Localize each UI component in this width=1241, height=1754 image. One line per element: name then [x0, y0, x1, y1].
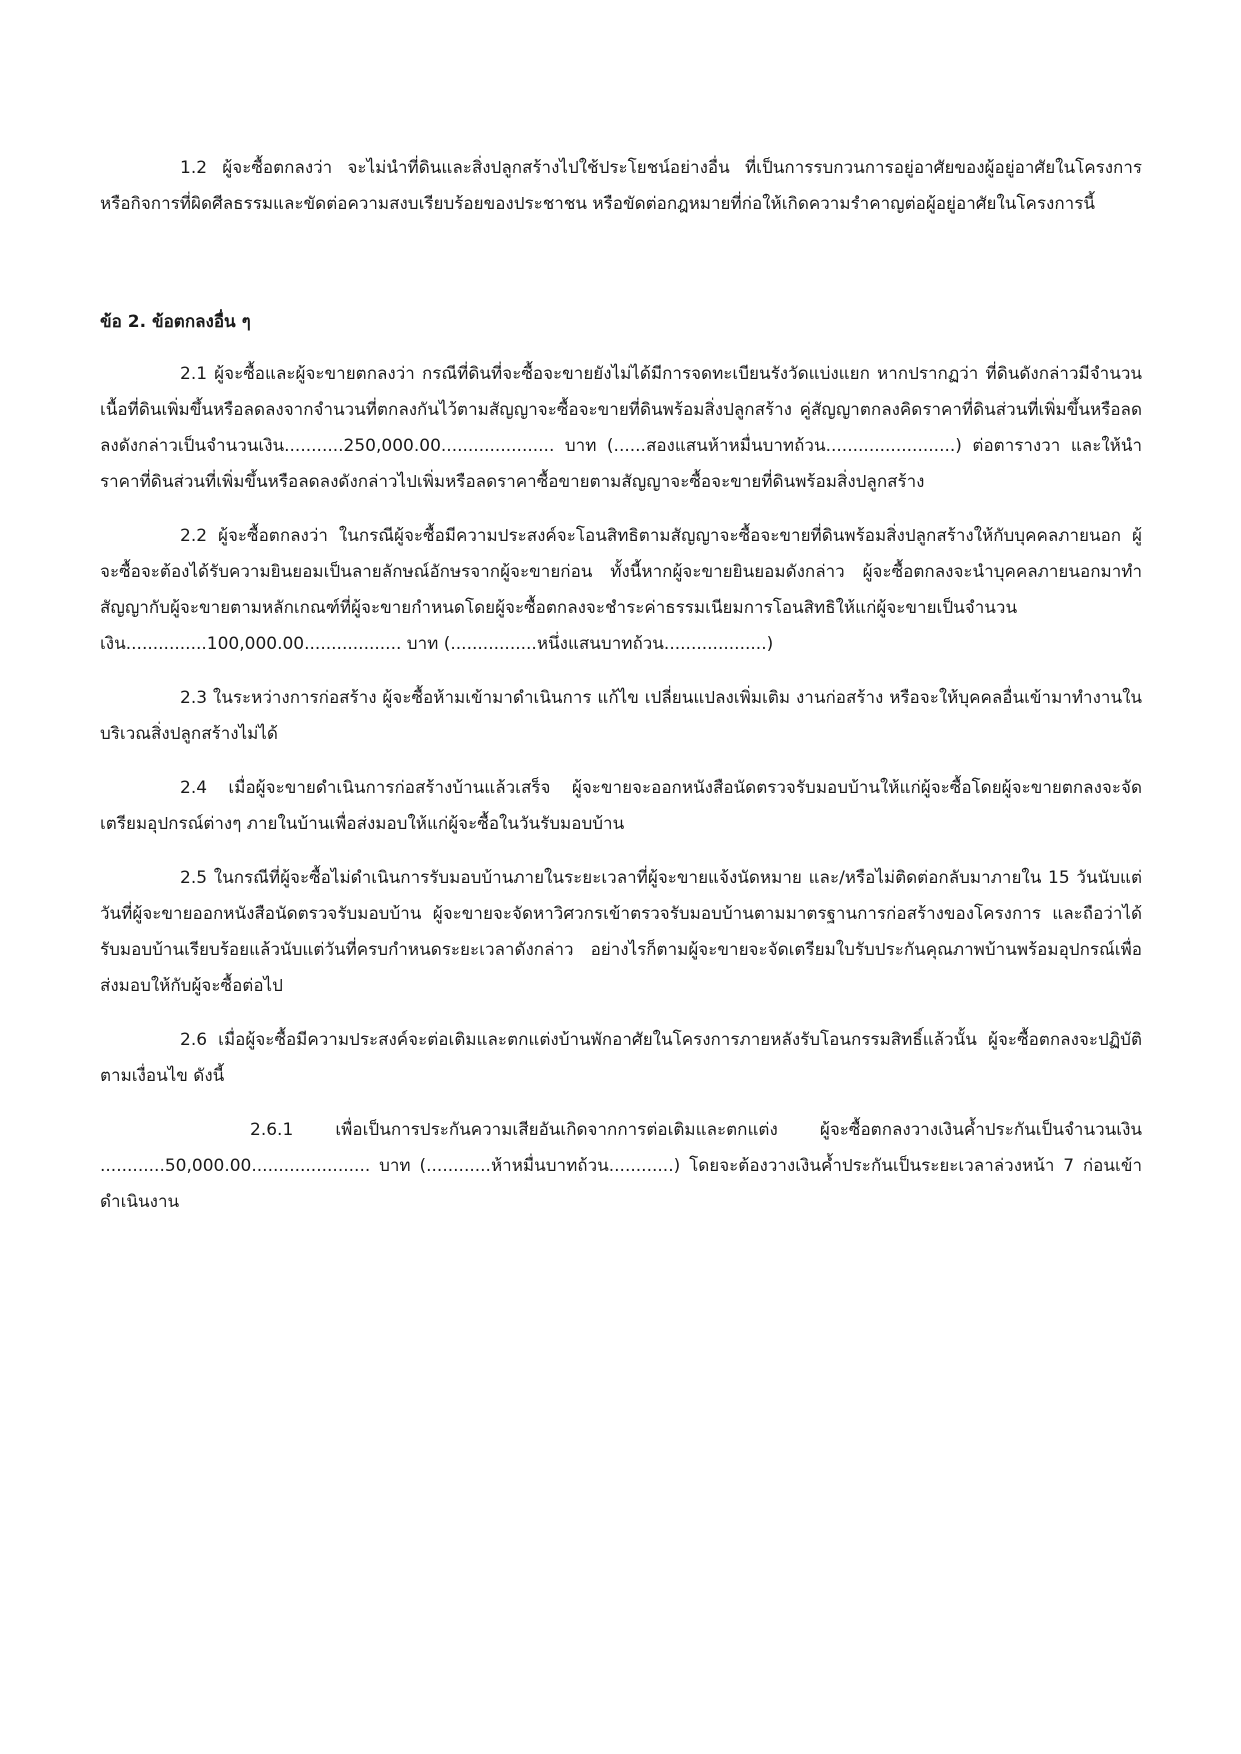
clause-2-6-1: 2.6.1 เพื่อเป็นการประกันความเสียอันเกิดจากการต่อเติมและตกแต่ง ผู้จะซื้อตกลงวางเงินค้ำประกันเป็นจำนวนเงิน ............50,000.00...................... บาท (............ห้าหมื่นบาทถ้วน............) โดยจะต้องวางเงินค้ำประกันเป็นระยะเวลาล่วงหน้า 7 ก่อนเข้าดำเนินงาน [100, 1120, 1142, 1212]
clause-2-6: 2.6 เมื่อผู้จะซื้อมีความประสงค์จะต่อเติมและตกแต่งบ้านพักอาศัยในโครงการภายหลังรับโอนกรรมสิทธิ์แล้วนั้น ผู้จะซื้อตกลงจะปฏิบัติตามเงื่อนไข ดังนี้ [100, 1030, 1142, 1086]
document-page [100, 150, 1142, 1220]
clause-1-2: 1.2 ผู้จะซื้อตกลงว่า จะไม่นำที่ดินและสิ่งปลูกสร้างไปใช้ประโยชน์อย่างอื่น ที่เป็นการรบกวนการอยู่อาศัยของผู้อยู่อาศัยในโครงการ หรือกิจการที่ผิดศีลธรรมและขัดต่อความสงบเรียบร้อยของประชาชน หรือขัดต่อกฎหมายที่ก่อให้เกิดความรำคาญต่อผู้อยู่อาศัยในโครงการนี้ [100, 158, 1142, 214]
clause-2-2: 2.2 ผู้จะซื้อตกลงว่า ในกรณีผู้จะซื้อมีความประสงค์จะโอนสิทธิตามสัญญาจะซื้อจะขายที่ดินพร้อมสิ่งปลูกสร้างให้กับบุคคลภายนอก ผู้จะซื้อจะต้องได้รับความยินยอมเป็นลายลักษณ์อักษรจากผู้จะขายก่อน ทั้งนี้หากผู้จะขายยินยอมดังกล่าว ผู้จะซื้อตกลงจะนำบุคคลภายนอกมาทำสัญญากับผู้จะขายตามหลักเกณฑ์ที่ผู้จะขายกำหนดโดยผู้จะซื้อตกลงจะชำระค่าธรรมเนียมการโอนสิทธิให้แก่ผู้จะขายเป็นจำนวนเงิน...............100,000.00.................. บาท (................หนึ่งแสนบาทถ้วน...................) [100, 526, 1142, 654]
section-2-heading: ข้อ 2. ข้อตกลงอื่น ๆ [100, 312, 251, 332]
clause-2-1: 2.1 ผู้จะซื้อและผู้จะขายตกลงว่า กรณีที่ดินที่จะซื้อจะขายยังไม่ได้มีการจดทะเบียนรังวัดแบ่งแยก หากปรากฏว่า ที่ดินดังกล่าวมีจำนวนเนื้อที่ดินเพิ่มขึ้นหรือลดลงจากจำนวนที่ตกลงกันไว้ตามสัญญาจะซื้อจะขายที่ดินพร้อมสิ่งปลูกสร้าง คู่สัญญาตกลงคิดราคาที่ดินส่วนที่เพิ่มขึ้นหรือลดลงดังกล่าวเป็นจำนวนเงิน...........250,000.00..................... บาท (......สองแสนห้าหมื่นบาทถ้วน........................) ต่อตารางวา และให้นำราคาที่ดินส่วนที่เพิ่มขึ้นหรือลดลงดังกล่าวไปเพิ่มหรือลดราคาซื้อขายตามสัญญาจะซื้อจะขายที่ดินพร้อมสิ่งปลูกสร้าง [100, 364, 1142, 492]
clause-2-5: 2.5 ในกรณีที่ผู้จะซื้อไม่ดำเนินการรับมอบบ้านภายในระยะเวลาที่ผู้จะขายแจ้งนัดหมาย และ/หรือไม่ติดต่อกลับมาภายใน 15 วันนับแต่วันที่ผู้จะขายออกหนังสือนัดตรวจรับมอบบ้าน ผู้จะขายจะจัดหาวิศวกรเข้าตรวจรับมอบบ้านตามมาตรฐานการก่อสร้างของโครงการ และถือว่าได้รับมอบบ้านเรียบร้อยแล้วนับแต่วันที่ครบกำหนดระยะเวลาดังกล่าว อย่างไรก็ตามผู้จะขายจะจัดเตรียมใบรับประกันคุณภาพบ้านพร้อมอุปกรณ์เพื่อส่งมอบให้กับผู้จะซื้อต่อไป [100, 868, 1142, 996]
clause-2-4: 2.4 เมื่อผู้จะขายดำเนินการก่อสร้างบ้านแล้วเสร็จ ผู้จะขายจะออกหนังสือนัดตรวจรับมอบบ้านให้แก่ผู้จะซื้อโดยผู้จะขายตกลงจะจัดเตรียมอุปกรณ์ต่างๆ ภายในบ้านเพื่อส่งมอบให้แก่ผู้จะซื้อในวันรับมอบบ้าน [100, 778, 1142, 834]
clause-2-3: 2.3 ในระหว่างการก่อสร้าง ผู้จะซื้อห้ามเข้ามาดำเนินการ แก้ไข เปลี่ยนแปลงเพิ่มเติม งานก่อสร้าง หรือจะให้บุคคลอื่นเข้ามาทำงานในบริเวณสิ่งปลูกสร้างไม่ได้ [100, 688, 1142, 744]
